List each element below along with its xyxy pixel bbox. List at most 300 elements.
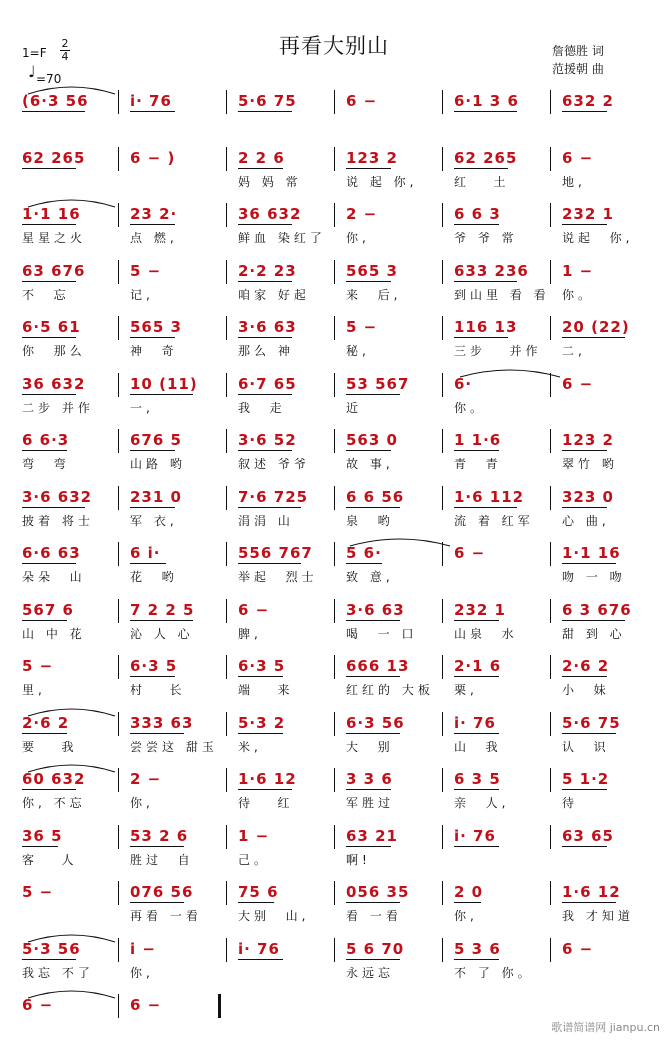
- lyric-text: 山泉 水: [454, 626, 518, 641]
- lyric-text: 地,: [562, 174, 586, 189]
- measure: [22, 369, 122, 433]
- melody-notes: i −: [130, 939, 156, 958]
- lyric-text: 你。: [454, 400, 487, 415]
- melody-notes: 62 265: [22, 148, 86, 167]
- beam-line: [22, 507, 85, 508]
- measure: [562, 934, 662, 998]
- melody-notes: 5·6 75: [562, 713, 621, 732]
- beam-line: [454, 620, 499, 621]
- measure: [130, 934, 230, 998]
- beam-line: [130, 563, 166, 564]
- beam-line: [562, 224, 607, 225]
- lyric-text: 认 识: [562, 739, 610, 754]
- beam-line: [346, 676, 400, 677]
- measure: [562, 821, 662, 885]
- measure: [454, 425, 554, 489]
- melody-notes: 1 −: [562, 261, 594, 280]
- score-row: [0, 369, 668, 433]
- melody-notes: 232 1: [562, 205, 614, 223]
- melody-notes: 5 −: [130, 261, 162, 280]
- melody-notes: 1 −: [238, 826, 270, 845]
- lyric-text: 你, 不忘: [22, 796, 86, 810]
- measure: [346, 538, 446, 602]
- meter-top: 2: [61, 37, 69, 50]
- score-row: [0, 934, 668, 998]
- beam-line: [454, 676, 499, 677]
- melody-notes: 2·6 2: [22, 713, 70, 732]
- measure: [562, 143, 662, 207]
- lyric-text: 花 哟: [130, 570, 178, 584]
- measure: [562, 256, 662, 320]
- measure: [562, 312, 662, 376]
- score-row: [0, 482, 668, 546]
- beam-line: [562, 846, 607, 847]
- lyric-text: 说 起 你,: [346, 174, 418, 189]
- melody-notes: 5 −: [22, 657, 54, 675]
- measure: [346, 86, 446, 150]
- measure: [22, 86, 122, 150]
- measure: [346, 312, 446, 376]
- measure: [454, 708, 554, 772]
- measure: [238, 651, 338, 715]
- melody-notes: 5·3 56: [22, 939, 81, 958]
- measure: [562, 482, 662, 546]
- measure: [238, 199, 338, 263]
- measure: [346, 821, 446, 885]
- time-signature: [60, 38, 70, 63]
- beam-line: [22, 168, 76, 169]
- beam-line: [346, 168, 391, 169]
- measure: [562, 425, 662, 489]
- melody-notes: 5 1·2: [562, 770, 610, 788]
- lyric-text: 我 走: [238, 400, 286, 415]
- measure: [238, 482, 338, 546]
- measure: [454, 143, 554, 207]
- melody-notes: i· 76: [238, 939, 280, 958]
- melody-notes: 123 2: [346, 148, 398, 167]
- lyric-text: 你,: [346, 231, 370, 245]
- beam-line: [562, 902, 616, 903]
- melody-notes: 6·5 61: [22, 318, 81, 336]
- score-row: [0, 708, 668, 772]
- melody-notes: 6·7 65: [238, 374, 297, 393]
- beam-line: [130, 224, 175, 225]
- melody-notes: 323 0: [562, 487, 614, 506]
- lyric-text: 胜过 自: [130, 852, 194, 867]
- melody-notes: 5 6·: [346, 544, 382, 562]
- measure: [454, 482, 554, 546]
- melody-notes: 565 3: [346, 261, 398, 280]
- melody-notes: 60 632: [22, 770, 86, 788]
- beam-line: [454, 902, 481, 903]
- melody-notes: 2 2 6: [238, 148, 285, 167]
- lyric-text: 泉 哟: [346, 513, 394, 528]
- beam-line: [130, 507, 175, 508]
- measure: [22, 538, 122, 602]
- measure: [130, 764, 230, 828]
- melody-notes: 2 −: [130, 770, 162, 788]
- measure: [22, 764, 122, 828]
- beam-line: [454, 224, 499, 225]
- melody-notes: 6 −: [130, 996, 162, 1014]
- measure: [454, 764, 554, 828]
- lyric-text: 小 妹: [562, 683, 610, 697]
- measure: [130, 651, 230, 715]
- melody-notes: 116 13: [454, 318, 518, 336]
- melody-notes: 7·6 725: [238, 487, 309, 506]
- measure: [238, 143, 338, 207]
- beam-line: [22, 620, 67, 621]
- beam-line: [562, 111, 607, 112]
- beam-line: [454, 111, 517, 112]
- meter-bottom: 4: [61, 50, 69, 63]
- lyric-text: 看 一看: [346, 909, 402, 923]
- beam-line: [238, 563, 301, 564]
- lyric-text: 山路 哟: [130, 457, 186, 471]
- beam-line: [454, 789, 499, 790]
- melody-notes: 53 567: [346, 374, 410, 393]
- score-row: [0, 199, 668, 263]
- measure: [22, 821, 122, 885]
- measure: [238, 877, 338, 941]
- measure: [346, 482, 446, 546]
- beam-line: [238, 394, 292, 395]
- lyric-text: 米,: [238, 739, 262, 754]
- measure: [130, 369, 230, 433]
- beam-line: [238, 224, 292, 225]
- measure: [238, 821, 338, 885]
- melody-notes: 75 6: [238, 883, 279, 901]
- melody-notes: 676 5: [130, 431, 182, 449]
- measure: [562, 708, 662, 772]
- measure: [454, 651, 554, 715]
- melody-notes: 6 6 3: [454, 205, 501, 223]
- lyric-text: 沁 人 心: [130, 626, 194, 641]
- beam-line: [562, 450, 607, 451]
- measure: [562, 538, 662, 602]
- measure: [562, 369, 662, 433]
- score-row: [0, 877, 668, 941]
- lyric-text: 举起 烈士: [238, 570, 318, 584]
- melody-notes: 6·6 63: [22, 544, 81, 562]
- lyric-text: 你,: [130, 965, 154, 980]
- lyric-text: 山 中 花: [22, 626, 86, 641]
- melody-notes: 1 1·6: [454, 431, 502, 449]
- beam-line: [238, 676, 283, 677]
- measure: [22, 482, 122, 546]
- lyric-text: 军胜过: [346, 796, 395, 810]
- lyric-text: 不 了 你。: [454, 965, 534, 980]
- beam-line: [130, 733, 184, 734]
- lyric-text: 翠竹 哟: [562, 457, 618, 471]
- measure: [130, 538, 230, 602]
- beam-line: [130, 337, 175, 338]
- melody-notes: 3·6 52: [238, 431, 297, 449]
- lyric-text: 啊!: [346, 852, 371, 867]
- beam-line: [238, 168, 283, 169]
- melody-notes: 63 21: [346, 826, 398, 845]
- lyric-text: 爷 爷 常: [454, 231, 518, 245]
- beam-line: [22, 281, 76, 282]
- melody-notes: 231 0: [130, 487, 182, 506]
- melody-notes: 5 3 6: [454, 939, 501, 958]
- melody-notes: 632 2: [562, 92, 614, 110]
- beam-line: [238, 902, 274, 903]
- beam-line: [346, 959, 400, 960]
- score-row: [0, 651, 668, 715]
- beam-line: [238, 111, 292, 112]
- measure: [22, 651, 122, 715]
- melody-notes: 6 −: [562, 148, 594, 167]
- melody-notes: 2·2 23: [238, 261, 297, 280]
- lyric-text: 来 后,: [346, 287, 402, 302]
- beam-line: [238, 733, 283, 734]
- beam-line: [238, 337, 292, 338]
- melody-notes: 6·1 3 6: [454, 92, 519, 110]
- melody-notes: 5·6 75: [238, 92, 297, 110]
- melody-notes: 6 3 5: [454, 770, 501, 788]
- melody-notes: 5 −: [22, 883, 54, 901]
- beam-line: [238, 450, 292, 451]
- melody-notes: 6 6·3: [22, 431, 70, 449]
- song-title: 再看大别山: [279, 34, 389, 58]
- melody-notes: 23 2·: [130, 205, 178, 223]
- melody-notes: 6·: [454, 374, 473, 393]
- measure: [238, 369, 338, 433]
- lyric-text: 尝尝这 甜玉: [130, 739, 218, 754]
- lyric-text: 秘,: [346, 344, 370, 358]
- beam-line: [454, 168, 508, 169]
- beam-line: [22, 224, 76, 225]
- measure: [454, 199, 554, 263]
- measure: [238, 708, 338, 772]
- beam-line: [562, 620, 625, 621]
- measure: [130, 482, 230, 546]
- beam-line: [130, 111, 175, 112]
- lyric-text: 一,: [130, 400, 154, 415]
- melody-notes: 62 265: [454, 148, 518, 167]
- melody-notes: 6 −: [562, 939, 594, 958]
- melody-notes: 6 6 56: [346, 487, 405, 506]
- measure: [22, 425, 122, 489]
- lyric-text: 点 燃,: [130, 231, 178, 245]
- melody-notes: i· 76: [130, 92, 172, 110]
- lyric-text: 你 那么: [22, 344, 86, 358]
- measure: [454, 990, 554, 1054]
- melody-notes: 5 6 70: [346, 939, 405, 958]
- beam-line: [454, 507, 517, 508]
- lyric-text: 大 别: [346, 739, 394, 754]
- lyric-text: 弯 弯: [22, 457, 70, 471]
- lyric-text: 青 青: [454, 457, 502, 471]
- melody-notes: 63 676: [22, 261, 86, 280]
- melody-notes: 1·1 16: [562, 544, 621, 562]
- lyric-text: 红 土: [454, 174, 510, 189]
- beam-line: [22, 733, 67, 734]
- measure: [130, 877, 230, 941]
- beam-line: [22, 450, 67, 451]
- composer-credit: 范援朝 曲: [552, 62, 604, 76]
- beam-line: [130, 902, 184, 903]
- measure: [22, 312, 122, 376]
- lyric-text: 涓涓 山: [238, 513, 294, 528]
- lyric-text: 妈 妈 常: [238, 174, 302, 189]
- measure: [130, 86, 230, 150]
- measure: [562, 199, 662, 263]
- score-row: [0, 143, 668, 207]
- measure: [130, 256, 230, 320]
- melody-notes: 2·6 2: [562, 657, 610, 675]
- lyric-text: 你,: [130, 796, 154, 810]
- measure: [562, 651, 662, 715]
- lyric-text: 到山里 看 看: [454, 287, 550, 302]
- lyric-text: 村 长: [130, 683, 186, 697]
- melody-notes: 6 −: [238, 600, 270, 619]
- lyric-text: 三步 并作: [454, 344, 542, 358]
- measure: [346, 651, 446, 715]
- measure: [454, 86, 554, 150]
- measure: [454, 312, 554, 376]
- measure: [346, 425, 446, 489]
- lyric-text: 己。: [238, 852, 271, 867]
- beam-line: [346, 563, 382, 564]
- lyric-text: 神 奇: [130, 344, 178, 358]
- measure: [346, 199, 446, 263]
- measure: [238, 256, 338, 320]
- melody-notes: 1·6 112: [454, 487, 525, 506]
- measure: [562, 764, 662, 828]
- melody-notes: 6 −: [346, 92, 378, 110]
- beam-line: [22, 563, 76, 564]
- melody-notes: 3·6 63: [238, 318, 297, 336]
- beam-line: [562, 507, 607, 508]
- melody-notes: 6 −: [562, 374, 594, 393]
- beam-line: [454, 281, 517, 282]
- measure: [454, 256, 554, 320]
- beam-line: [454, 959, 499, 960]
- score-row: [0, 538, 668, 602]
- measure: [22, 990, 122, 1054]
- measure: [562, 877, 662, 941]
- beam-line: [346, 733, 400, 734]
- lyric-text: 大别 山,: [238, 909, 310, 923]
- melody-notes: 556 767: [238, 544, 313, 562]
- score-row: [0, 312, 668, 376]
- score-row: [0, 425, 668, 489]
- beam-line: [346, 846, 391, 847]
- lyricist-credit: 詹德胜 词: [552, 44, 604, 58]
- melody-notes: 6 −: [454, 544, 486, 562]
- beam-line: [562, 563, 616, 564]
- tempo-marking: =70: [36, 72, 62, 86]
- measure: [454, 934, 554, 998]
- measure: [238, 86, 338, 150]
- lyric-text: 红红的 大板: [346, 683, 434, 697]
- lyric-text: 那么 神: [238, 344, 294, 358]
- melody-notes: 36 632: [22, 374, 86, 393]
- lyric-text: 再看 一看: [130, 909, 202, 923]
- measure: [130, 312, 230, 376]
- melody-notes: 1·1 16: [22, 205, 81, 223]
- melody-notes: 6 3 676: [562, 600, 632, 619]
- measure: [22, 256, 122, 320]
- melody-notes: 2·1 6: [454, 657, 502, 675]
- melody-notes: 63 65: [562, 826, 614, 845]
- melody-notes: 567 6: [22, 600, 74, 619]
- quarter-note-icon: ♩: [28, 62, 36, 81]
- measure: [22, 934, 122, 998]
- melody-notes: 36 5: [22, 826, 63, 845]
- lyric-text: 吻 一 吻: [562, 570, 626, 584]
- melody-notes: i· 76: [454, 826, 496, 845]
- melody-notes: 123 2: [562, 431, 614, 449]
- melody-notes: 666 13: [346, 657, 410, 675]
- measure: [130, 708, 230, 772]
- lyric-text: 栗,: [454, 683, 478, 697]
- lyric-text: 军 衣,: [130, 513, 178, 528]
- melody-notes: 20 (22): [562, 318, 630, 336]
- melody-notes: i· 76: [454, 713, 496, 732]
- melody-notes: 1·6 12: [238, 770, 297, 788]
- lyric-text: 喝 一 口: [346, 626, 418, 641]
- beam-line: [130, 676, 175, 677]
- melody-notes: 3·6 63: [346, 600, 405, 619]
- beam-line: [346, 789, 391, 790]
- lyric-text: 山 我: [454, 739, 502, 754]
- measure: [130, 990, 230, 1054]
- lyric-text: 亲 人,: [454, 796, 510, 810]
- lyric-text: 心 曲,: [562, 513, 610, 528]
- lyric-text: 永远忘: [346, 965, 395, 980]
- melody-notes: 2 0: [454, 883, 484, 901]
- melody-notes: 6·3 5: [238, 657, 286, 675]
- beam-line: [22, 789, 76, 790]
- measure: [130, 821, 230, 885]
- site-watermark: 歌谱简谱网 jianpu.cn: [551, 1021, 660, 1034]
- melody-notes: 565 3: [130, 318, 182, 336]
- lyric-text: 端 来: [238, 683, 294, 697]
- lyric-text: 说起 你,: [562, 231, 634, 245]
- measure: [130, 425, 230, 489]
- measure: [346, 934, 446, 998]
- score-row: [0, 821, 668, 885]
- melody-notes: 5 −: [346, 318, 378, 336]
- lyric-text: 故 事,: [346, 457, 394, 471]
- melody-notes: 3·6 632: [22, 487, 93, 506]
- measure: [238, 595, 338, 659]
- measure: [454, 369, 554, 433]
- lyric-text: 二,: [562, 344, 586, 358]
- beam-line: [346, 281, 391, 282]
- measure: [130, 595, 230, 659]
- beam-line: [238, 281, 292, 282]
- melody-notes: 232 1: [454, 600, 506, 619]
- beam-line: [238, 959, 283, 960]
- lyric-text: 鲜血 染红了: [238, 231, 326, 245]
- lyric-text: 待: [562, 796, 579, 810]
- measure: [346, 990, 446, 1054]
- lyric-text: 记,: [130, 287, 154, 302]
- lyric-text: 星星之火: [22, 231, 87, 245]
- melody-notes: 10 (11): [130, 374, 198, 393]
- beam-line: [22, 111, 85, 112]
- beam-line: [454, 846, 499, 847]
- lyric-text: 我忘 不了: [22, 965, 94, 980]
- lyric-text: 叙述 爷爷: [238, 457, 310, 471]
- beam-line: [22, 337, 76, 338]
- lyric-text: 近: [346, 400, 363, 415]
- melody-notes: 076 56: [130, 883, 194, 901]
